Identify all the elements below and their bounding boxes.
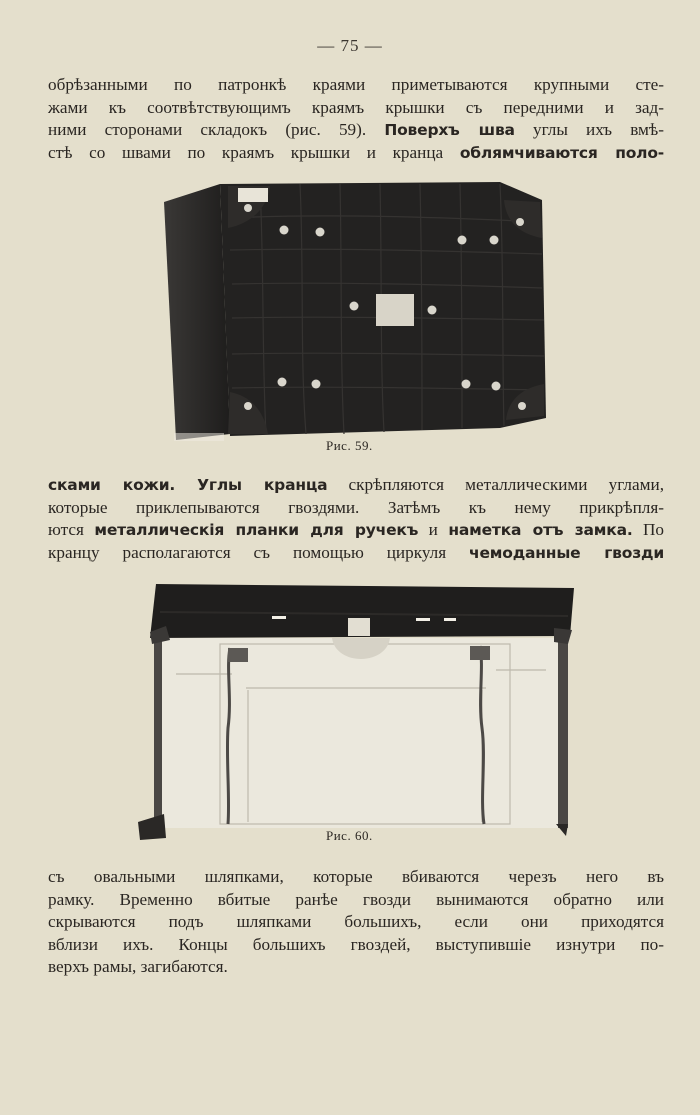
text-line: жами къ соотвѣтствующимъ краямъ крышки съ передними и зад- bbox=[48, 97, 664, 117]
emphasized-term: облямчиваются поло- bbox=[459, 143, 664, 162]
text-line: съ овальными шляпками, которые вбиваются черезъ него въ bbox=[48, 867, 664, 886]
figure-59-caption: Рис. 59. bbox=[326, 438, 373, 453]
figure-59-photo bbox=[160, 178, 550, 444]
emphasized-term: сками кожи. Углы кранца bbox=[48, 476, 328, 494]
text-line: которые приклепываются гвоздями. Затѣмъ къ нему прикрѣпля- bbox=[48, 497, 664, 517]
paragraph-2 bbox=[48, 474, 664, 564]
text-line: верхъ рамы, загибаются. bbox=[48, 957, 228, 976]
paragraph-1 bbox=[48, 74, 664, 164]
text-line: рамку. Временно вбитые ранѣе гвозди вынимаются обратно или bbox=[48, 889, 664, 909]
text-line: сками кожи. Углы кранца скрѣпляются металлическими углами, bbox=[48, 475, 664, 494]
text-line: ними сторонами складокъ (рис. 59). Поверхъ шва углы ихъ вмѣ- bbox=[48, 120, 664, 139]
text-line: скрываются подъ шляпками большихъ, если они приходятся bbox=[48, 912, 664, 931]
text-line: кранцу располагаются съ помощью циркуля чемоданные гвозди bbox=[48, 542, 664, 562]
text-line: вблизи ихъ. Концы большихъ гвоздей, выступившіе изнутри по- bbox=[48, 934, 664, 954]
paragraph-3 bbox=[48, 866, 664, 979]
text-line: обрѣзанными по патронкѣ краями приметываются крупными сте- bbox=[48, 75, 664, 94]
case-lid-image bbox=[160, 178, 550, 444]
figure-60-photo bbox=[136, 578, 576, 840]
emphasized-term: металлическія планки для ручекъ bbox=[94, 521, 419, 539]
trunk-image bbox=[136, 578, 576, 840]
text-line: ются металлическія планки для ручекъ и наметка отъ замка. По bbox=[48, 520, 665, 539]
emphasized-term: Поверхъ шва bbox=[384, 121, 515, 139]
emphasized-term: наметка отъ замка. bbox=[448, 521, 633, 539]
figure-60-caption: Рис. 60. bbox=[326, 828, 373, 843]
page-number: — 75 — bbox=[317, 36, 383, 55]
emphasized-term: чемоданные гвозди bbox=[469, 543, 664, 562]
text-line: стѣ со швами по краямъ крышки и кранца облямчиваются поло- bbox=[48, 142, 664, 162]
